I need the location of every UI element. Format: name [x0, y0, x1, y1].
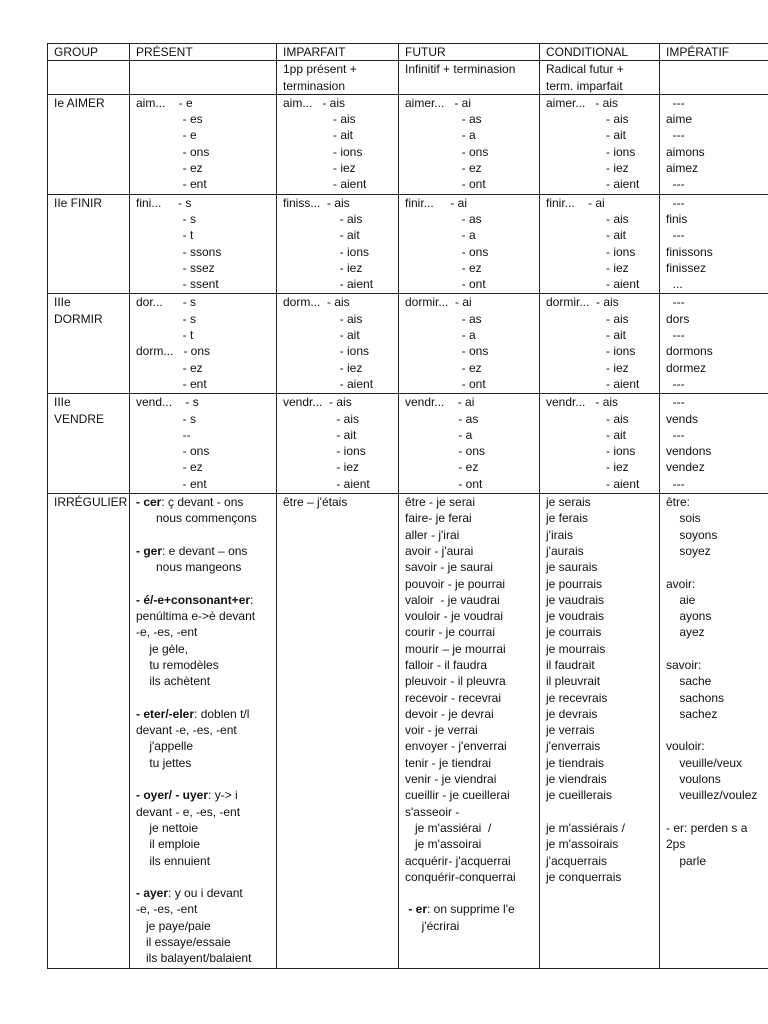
- cell-line: [54, 61, 129, 77]
- formation-imperatif: [660, 61, 768, 95]
- cell-line: finis: [666, 211, 688, 226]
- cell-line: - aient: [546, 476, 640, 491]
- cell-line: IIe FINIR: [54, 195, 103, 210]
- cell-line: venir - je viendrai: [405, 772, 497, 787]
- cell-line: - aient: [546, 376, 640, 391]
- futur-cell: [399, 394, 540, 494]
- cell-line: il essaye/essaie: [136, 935, 231, 950]
- cell-line: ---: [666, 427, 685, 442]
- cell-line: - oyer/ - uyer: y-> i: [136, 788, 238, 803]
- cell-line: voulons: [666, 772, 721, 787]
- cell-line: aller - j'irai: [405, 527, 460, 542]
- cell-line: - as: [405, 311, 482, 326]
- cell-line: avoir:: [666, 576, 696, 591]
- cell-line: - iez: [283, 360, 363, 375]
- cell-line: aimez: [666, 161, 699, 176]
- cell-line: - ais: [283, 311, 363, 326]
- header-conditional: CONDITIONAL: [540, 44, 660, 61]
- bold-rule-label: - oyer/ - uyer: [136, 788, 209, 803]
- cell-line: dormons: [666, 344, 713, 359]
- cell-line: il faudrait: [546, 657, 595, 672]
- cell-line: sache: [666, 674, 712, 689]
- cell-line: devant -e, -es, -ent: [136, 723, 237, 738]
- cell-line: - ssent: [136, 277, 219, 292]
- irregular-row: [48, 494, 768, 969]
- cell-line: - ions: [546, 144, 636, 159]
- futur-cell: [399, 194, 540, 294]
- cell-line: aim... - ais: [283, 95, 346, 110]
- cell-line: faire- je ferai: [405, 511, 472, 526]
- cell-line: j'écrirai: [405, 918, 460, 933]
- header-present: PRÉSENT: [130, 44, 277, 61]
- formation-present: [130, 61, 277, 95]
- cell-line: j'enverrais: [546, 739, 601, 754]
- cell-line: [666, 559, 768, 575]
- cell-line: Ie AIMER: [54, 95, 105, 110]
- cell-line: ayez: [666, 625, 705, 640]
- cell-line: - é/-e+consonant+er:: [136, 592, 254, 607]
- cell-line: ---: [666, 328, 685, 343]
- conjugation-table: [47, 43, 768, 969]
- cell-line: [136, 690, 276, 706]
- bold-rule-label: - cer: [136, 495, 162, 510]
- cell-line: - s: [136, 411, 197, 426]
- cell-line: - t: [136, 328, 194, 343]
- cell-line: vend... - s: [136, 395, 199, 410]
- cell-line: - ger: e devant – ons: [136, 543, 248, 558]
- header-imparfait: IMPARFAIT: [277, 44, 399, 61]
- group-cell: [48, 94, 130, 194]
- header-imperatif: IMPÉRATIF: [660, 44, 768, 61]
- cell-line: vends: [666, 411, 699, 426]
- cell-line: mourir – je mourrai: [405, 641, 506, 656]
- cell-line: je paye/paie: [136, 918, 211, 933]
- cell-line: ---: [666, 476, 685, 491]
- cell-line: devoir - je devrai: [405, 706, 494, 721]
- cell-line: IIIe: [54, 395, 71, 410]
- cell-line: DORMIR: [54, 311, 103, 326]
- cell-line: dorm... - ons: [136, 344, 211, 359]
- cell-line: term. imparfait: [546, 78, 623, 93]
- cell-line: - ait: [283, 228, 360, 243]
- conditional-cell: [540, 294, 660, 394]
- conditional-cell: [540, 94, 660, 194]
- cell-line: je m'assiérais /: [546, 820, 625, 835]
- cell-line: - er: perden s a: [666, 820, 748, 835]
- cell-line: IIIe: [54, 295, 71, 310]
- cell-line: vouloir - je voudrai: [405, 609, 504, 624]
- cell-line: je recevrais: [546, 690, 608, 705]
- conditional-cell: [540, 194, 660, 294]
- cell-line: - a: [405, 128, 476, 143]
- formation-conditional: [540, 61, 660, 95]
- cell-line: - aient: [546, 177, 640, 192]
- cell-line: - ions: [283, 144, 363, 159]
- cell-line: nous commençons: [136, 511, 257, 526]
- irregular-conditional-cell: [540, 494, 660, 969]
- irregular-imparfait-cell: [277, 494, 399, 969]
- cell-line: je cueillerais: [546, 788, 613, 803]
- present-cell: [130, 194, 277, 294]
- cell-line: [136, 771, 276, 787]
- cell-line: ...: [666, 277, 683, 292]
- cell-line: vouloir:: [666, 739, 705, 754]
- cell-line: - ions: [546, 444, 636, 459]
- cell-line: aimons: [666, 144, 705, 159]
- cell-line: je m'assoirai: [405, 837, 482, 852]
- present-cell: [130, 94, 277, 194]
- cell-line: - aient: [283, 376, 374, 391]
- imparfait-cell: [277, 94, 399, 194]
- cell-line: je conquerrais: [546, 869, 622, 884]
- cell-line: - ssez: [136, 260, 215, 275]
- cell-line: acquérir- j'acquerrai: [405, 853, 511, 868]
- cell-line: je ferais: [546, 511, 589, 526]
- futur-cell: [399, 94, 540, 194]
- cell-line: cueillir - je cueillerai: [405, 788, 510, 803]
- cell-line: avoir - j'aurai: [405, 543, 474, 558]
- cell-line: je saurais: [546, 560, 598, 575]
- cell-line: je viendrais: [546, 772, 607, 787]
- cell-line: valoir - je vaudrai: [405, 592, 500, 607]
- cell-line: ---: [666, 195, 685, 210]
- cell-line: sachez: [666, 706, 718, 721]
- cell-line: - ons: [405, 444, 486, 459]
- cell-line: - ions: [546, 344, 636, 359]
- formation-futur: [399, 61, 540, 95]
- cell-line: - iez: [546, 260, 629, 275]
- cell-line: tu jettes: [136, 755, 192, 770]
- cell-line: vendez: [666, 460, 705, 475]
- cell-line: je m'assiérai /: [405, 820, 492, 835]
- cell-line: - ais: [283, 112, 356, 127]
- cell-line: [136, 869, 276, 885]
- cell-line: veuillez/voulez: [666, 788, 758, 803]
- cell-line: ---: [666, 395, 685, 410]
- cell-line: - ons: [136, 144, 210, 159]
- cell-line: ayons: [666, 609, 712, 624]
- cell-line: ---: [666, 295, 685, 310]
- present-cell: [130, 294, 277, 394]
- cell-line: aie: [666, 592, 696, 607]
- cell-line: finissez: [666, 260, 707, 275]
- header-row: [48, 44, 768, 61]
- cell-line: savoir - je saurai: [405, 560, 494, 575]
- irregular-imperatif-cell: [660, 494, 768, 969]
- irregular-futur-cell: [399, 494, 540, 969]
- cell-line: - a: [405, 328, 476, 343]
- cell-line: [136, 61, 276, 77]
- cell-line: [666, 722, 768, 738]
- cell-line: - ez: [405, 161, 482, 176]
- cell-line: dormir... - ais: [546, 295, 619, 310]
- cell-line: - aient: [283, 177, 367, 192]
- cell-line: - ions: [283, 244, 370, 259]
- cell-line: - aient: [283, 476, 370, 491]
- cell-line: - ez: [405, 260, 482, 275]
- group-cell: [48, 394, 130, 494]
- cell-line: - ent: [136, 376, 207, 391]
- bold-rule-label: - er: [405, 902, 428, 917]
- cell-line: nous mangeons: [136, 560, 242, 575]
- bold-rule-label: - ayer: [136, 886, 169, 901]
- bold-rule-label: - ger: [136, 543, 163, 558]
- cell-line: - iez: [546, 161, 629, 176]
- cell-line: - es: [136, 112, 203, 127]
- imperatif-cell: [660, 94, 768, 194]
- cell-line: -e, -es, -ent: [136, 625, 198, 640]
- cell-line: ils balayent/balaient: [136, 951, 252, 966]
- cell-line: envoyer - j'enverrai: [405, 739, 507, 754]
- formation-imparfait: [277, 61, 399, 95]
- bold-rule-label: - eter/-eler: [136, 706, 195, 721]
- cell-line: [405, 885, 539, 901]
- cell-line: je voudrais: [546, 609, 605, 624]
- cell-line: - as: [405, 411, 479, 426]
- cell-line: terminasion: [283, 78, 346, 93]
- cell-line: - ions: [283, 444, 366, 459]
- cell-line: fini... - s: [136, 195, 192, 210]
- formation-group: [48, 61, 130, 95]
- cell-line: - ez: [405, 460, 479, 475]
- cell-line: recevoir - recevrai: [405, 690, 502, 705]
- cell-line: finir... - ai: [405, 195, 468, 210]
- cell-line: - ez: [405, 360, 482, 375]
- cell-line: je devrais: [546, 706, 598, 721]
- cell-line: aim... - e: [136, 95, 193, 110]
- cell-line: parle: [666, 853, 707, 868]
- cell-line: dormez: [666, 360, 707, 375]
- cell-line: je mourrais: [546, 641, 606, 656]
- cell-line: - iez: [283, 161, 356, 176]
- imperatif-cell: [660, 294, 768, 394]
- cell-line: savoir:: [666, 657, 702, 672]
- cell-line: - ont: [405, 476, 483, 491]
- table-row: [48, 94, 768, 194]
- cell-line: soyons: [666, 527, 718, 542]
- cell-line: - iez: [283, 260, 363, 275]
- cell-line: il pleuvrait: [546, 674, 601, 689]
- cell-line: dorm... - ais: [283, 295, 350, 310]
- cell-line: [666, 641, 768, 657]
- table-row: [48, 294, 768, 394]
- cell-line: voir - je verrai: [405, 723, 478, 738]
- cell-line: - as: [405, 112, 482, 127]
- cell-line: - ions: [283, 344, 370, 359]
- cell-line: [136, 576, 276, 592]
- cell-line: vendr... - ais: [546, 395, 619, 410]
- group-cell: [48, 294, 130, 394]
- cell-line: courir - je courrai: [405, 625, 496, 640]
- cell-line: [666, 804, 768, 820]
- cell-line: - ait: [283, 328, 360, 343]
- group-cell: [48, 194, 130, 294]
- cell-line: - ait: [546, 427, 627, 442]
- cell-line: - ait: [546, 328, 627, 343]
- cell-line: je verrais: [546, 723, 595, 738]
- cell-line: ---: [666, 177, 685, 192]
- cell-line: j'aurais: [546, 543, 584, 558]
- cell-line: - ayer: y ou i devant: [136, 886, 243, 901]
- cell-line: [666, 61, 768, 77]
- imperatif-cell: [660, 194, 768, 294]
- cell-line: - ent: [136, 177, 207, 192]
- cell-line: - a: [405, 228, 476, 243]
- cell-line: vendr... - ai: [405, 395, 475, 410]
- cell-line: - iez: [546, 460, 629, 475]
- cell-line: penúltima e->è devant: [136, 609, 256, 624]
- cell-line: j'acquerrais: [546, 853, 607, 868]
- cell-line: je vaudrais: [546, 592, 605, 607]
- cell-line: vendr... - ais: [283, 395, 352, 410]
- conditional-cell: [540, 394, 660, 494]
- table-row: [48, 194, 768, 294]
- cell-line: - t: [136, 228, 194, 243]
- cell-line: soyez: [666, 543, 711, 558]
- cell-line: devant - e, -es, -ent: [136, 804, 241, 819]
- cell-line: pleuvoir - il pleuvra: [405, 674, 506, 689]
- cell-line: - ont: [405, 277, 486, 292]
- cell-line: Radical futur +: [546, 62, 624, 77]
- cell-line: - ais: [546, 112, 629, 127]
- cell-line: - a: [405, 427, 473, 442]
- cell-line: --: [136, 427, 191, 442]
- futur-cell: [399, 294, 540, 394]
- cell-line: ---: [666, 376, 685, 391]
- cell-line: dors: [666, 311, 690, 326]
- present-cell: [130, 394, 277, 494]
- cell-line: - ssons: [136, 244, 222, 259]
- cell-line: - ais: [283, 411, 360, 426]
- cell-line: - ons: [136, 444, 210, 459]
- header-group: GROUP: [48, 44, 130, 61]
- cell-line: - ez: [136, 161, 203, 176]
- cell-line: je m'assoirais: [546, 837, 619, 852]
- cell-line: je courrais: [546, 625, 602, 640]
- cell-line: conquérir-conquerrai: [405, 869, 516, 884]
- cell-line: je gèle,: [136, 641, 189, 656]
- formation-row: [48, 61, 768, 95]
- cell-line: - ait: [546, 228, 627, 243]
- cell-line: j'appelle: [136, 739, 193, 754]
- cell-line: tenir - je tiendrai: [405, 755, 492, 770]
- cell-line: - as: [405, 211, 482, 226]
- cell-line: - aient: [546, 277, 640, 292]
- irregular-present-cell: [130, 494, 277, 969]
- cell-line: aimer... - ai: [405, 95, 472, 110]
- cell-line: - ais: [546, 311, 629, 326]
- cell-line: je nettoie: [136, 820, 199, 835]
- group-cell: IRRÉGULIER: [48, 494, 130, 969]
- cell-line: ils ennuient: [136, 853, 211, 868]
- imparfait-cell: [277, 394, 399, 494]
- cell-line: VENDRE: [54, 411, 105, 426]
- cell-line: 2ps: [666, 837, 686, 852]
- cell-line: veuille/veux: [666, 755, 743, 770]
- imparfait-cell: [277, 194, 399, 294]
- cell-line: - ont: [405, 376, 486, 391]
- cell-line: [136, 527, 276, 543]
- cell-line: Infinitif + terminasion: [405, 62, 516, 77]
- cell-line: - ais: [546, 411, 629, 426]
- cell-line: il emploie: [136, 837, 201, 852]
- cell-line: aime: [666, 112, 693, 127]
- cell-line: - ions: [546, 244, 636, 259]
- table-row: [48, 394, 768, 494]
- cell-line: [546, 804, 659, 820]
- cell-line: -e, -es, -ent: [136, 902, 198, 917]
- cell-line: finir... - ai: [546, 195, 605, 210]
- cell-line: - ez: [136, 360, 203, 375]
- cell-line: - ent: [136, 476, 207, 491]
- cell-line: ---: [666, 128, 685, 143]
- imparfait-cell: [277, 294, 399, 394]
- cell-line: ils achètent: [136, 674, 211, 689]
- cell-line: ---: [666, 228, 685, 243]
- cell-line: - ons: [405, 144, 489, 159]
- cell-line: je pourrais: [546, 576, 603, 591]
- cell-line: aimer... - ais: [546, 95, 619, 110]
- cell-line: - ais: [546, 211, 629, 226]
- header-futur: FUTUR: [399, 44, 540, 61]
- cell-line: - ons: [405, 244, 489, 259]
- cell-line: - e: [136, 128, 197, 143]
- cell-line: être:: [666, 495, 691, 510]
- cell-line: dormir... - ai: [405, 295, 472, 310]
- cell-line: sois: [666, 511, 701, 526]
- cell-line: vendons: [666, 444, 712, 459]
- cell-line: - s: [136, 311, 197, 326]
- cell-line: - er: on supprime l'e: [405, 902, 515, 917]
- cell-line: - iez: [283, 460, 360, 475]
- cell-line: s'asseoir -: [405, 804, 460, 819]
- cell-line: pouvoir - je pourrai: [405, 576, 506, 591]
- cell-line: - ait: [283, 427, 357, 442]
- cell-line: - cer: ç devant - ons: [136, 495, 244, 510]
- cell-line: - iez: [546, 360, 629, 375]
- cell-line: - ait: [546, 128, 627, 143]
- cell-line: - ez: [136, 460, 203, 475]
- cell-line: être – j'étais: [283, 495, 348, 510]
- cell-line: ---: [666, 95, 685, 110]
- bold-rule-label: - é/-e+consonant+er: [136, 592, 251, 607]
- cell-line: sachons: [666, 690, 725, 705]
- imperatif-cell: [660, 394, 768, 494]
- cell-line: - ont: [405, 177, 486, 192]
- cell-line: - ons: [405, 344, 489, 359]
- cell-line: j'irais: [546, 527, 573, 542]
- cell-line: 1pp présent +: [283, 62, 357, 77]
- cell-line: - ait: [283, 128, 354, 143]
- cell-line: être - je serai: [405, 495, 476, 510]
- cell-line: - ais: [283, 211, 363, 226]
- cell-line: je tiendrais: [546, 755, 605, 770]
- cell-line: tu remodèles: [136, 657, 219, 672]
- cell-line: - eter/-eler: doblen t/l: [136, 706, 250, 721]
- cell-line: dor... - s: [136, 295, 197, 310]
- cell-line: falloir - il faudra: [405, 657, 488, 672]
- cell-line: - s: [136, 211, 197, 226]
- cell-line: finiss... - ais: [283, 195, 350, 210]
- cell-line: finissons: [666, 244, 713, 259]
- cell-line: je serais: [546, 495, 591, 510]
- cell-line: - aient: [283, 277, 374, 292]
